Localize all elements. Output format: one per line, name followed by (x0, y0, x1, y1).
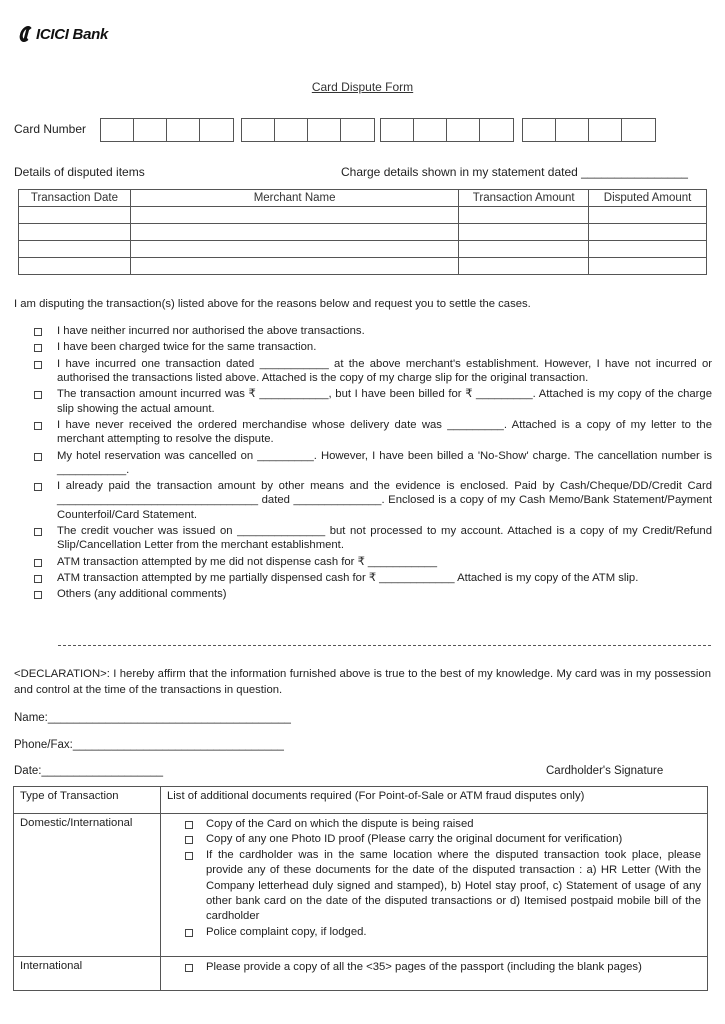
card-number-group-4[interactable] (522, 118, 656, 142)
table-cell[interactable] (589, 224, 707, 241)
document-item: If the cardholder was in the same location where the disputed transaction took place, please provide any of these documents for the date of the disputed transaction : a) HR Letter (With the Company letterhead duly signed and stamped), b) Hotel stay proof, c) Statement of usage of any other bank card on the date of the disputed transactions or d) Itemised postpaid mobile bill of the cardholder (185, 848, 701, 925)
checkbox[interactable] (34, 575, 42, 583)
checkbox[interactable] (34, 391, 42, 399)
phone-field[interactable] (14, 739, 284, 751)
checkbox[interactable] (34, 453, 42, 461)
card-number-group-1[interactable] (100, 118, 234, 142)
card-number-group-3[interactable] (380, 118, 514, 142)
signature-label: Cardholder's Signature (546, 765, 664, 777)
table-row (19, 224, 707, 241)
table-row (19, 258, 707, 275)
date-blank[interactable]: ___________________ (41, 765, 164, 777)
table-cell[interactable] (19, 241, 131, 258)
declaration-text: <DECLARATION>: I hereby affirm that the information furnished above is true to the best of my knowledge. My card was in my possession and control at the time of the transactions in question. (14, 668, 711, 696)
date-field[interactable] (14, 765, 163, 777)
table-cell[interactable] (589, 207, 707, 224)
table-cell[interactable] (130, 207, 458, 224)
documents-table (13, 786, 708, 991)
brand-name: ICICI Bank (36, 25, 109, 43)
document-item: Please provide a copy of all the <35> pages of the passport (including the blank pages) (185, 960, 701, 975)
document-item: Copy of any one Photo ID proof (Please carry the original document for verification) (185, 832, 701, 847)
card-digit-box[interactable] (381, 119, 414, 141)
card-digit-box[interactable] (242, 119, 275, 141)
reason-item: The credit voucher was issued on ______________ but not processed to my account. Attached is a copy of my Credit/Refund Slip/Cancellation Letter from the merchant establishment. (34, 524, 712, 552)
name-blank[interactable]: ______________________________________ (47, 712, 291, 724)
checkbox[interactable] (185, 821, 193, 829)
table-row (19, 241, 707, 258)
reason-item: Others (any additional comments) (34, 587, 712, 601)
additional-comments-field[interactable] (58, 645, 711, 646)
card-digit-box[interactable] (275, 119, 308, 141)
card-number-group-2[interactable] (241, 118, 375, 142)
checkbox[interactable] (34, 422, 42, 430)
card-digit-box[interactable] (101, 119, 134, 141)
disputed-items-table (18, 189, 707, 275)
checkbox[interactable] (34, 559, 42, 567)
card-digit-box[interactable] (167, 119, 200, 141)
reason-item: I have incurred one transaction dated ___________ at the above merchant's establishment. However, I have not incurred or authorised the transactions listed above. Attached is the copy of my charge slip for the original transaction. (34, 357, 712, 385)
name-field[interactable] (14, 712, 291, 724)
table-cell[interactable] (19, 224, 131, 241)
column-header: Merchant Name (130, 190, 458, 207)
checkbox[interactable] (34, 483, 42, 491)
table-cell[interactable] (459, 224, 589, 241)
table-header-row (14, 787, 708, 814)
icici-logo-icon (20, 26, 34, 43)
phone-blank[interactable]: _________________________________ (72, 739, 284, 751)
table-cell[interactable] (459, 258, 589, 275)
reason-item: I already paid the transaction amount by other means and the evidence is enclosed. Paid by Cash/Cheque/DD/Credit Card ________________________________ dated ______________. Enclosed is a copy of my Cash Memo/Bank Statement/Payment Counterfoil/Card Statement. (34, 479, 712, 522)
card-digit-box[interactable] (523, 119, 556, 141)
checkbox[interactable] (34, 344, 42, 352)
checkbox[interactable] (185, 852, 193, 860)
name-label: Name: (14, 712, 48, 724)
table-cell[interactable] (589, 258, 707, 275)
reason-item: I have neither incurred nor authorised the above transactions. (34, 324, 712, 338)
date-label: Date: (14, 765, 42, 777)
card-digit-box[interactable] (480, 119, 513, 141)
table-row (14, 957, 708, 991)
checkbox[interactable] (34, 328, 42, 336)
table-header-row (19, 190, 707, 207)
card-digit-box[interactable] (341, 119, 374, 141)
table-cell[interactable] (459, 207, 589, 224)
transaction-type: International (14, 957, 161, 991)
card-digit-box[interactable] (414, 119, 447, 141)
card-digit-box[interactable] (447, 119, 480, 141)
card-digit-box[interactable] (134, 119, 167, 141)
column-header: List of additional documents required (For Point-of-Sale or ATM fraud disputes only) (161, 787, 708, 814)
table-cell[interactable] (459, 241, 589, 258)
documents-list (167, 817, 701, 940)
reasons-list (34, 324, 712, 604)
checkbox[interactable] (34, 361, 42, 369)
table-cell[interactable] (19, 207, 131, 224)
column-header: Transaction Date (19, 190, 131, 207)
checkbox[interactable] (185, 836, 193, 844)
card-digit-box[interactable] (556, 119, 589, 141)
page-title: Card Dispute Form (311, 80, 414, 94)
card-digit-box[interactable] (200, 119, 233, 141)
statement-date-field[interactable]: Charge details shown in my statement dated ________________ (341, 165, 688, 179)
table-cell[interactable] (130, 224, 458, 241)
phone-label: Phone/Fax: (14, 739, 73, 751)
column-header: Transaction Amount (459, 190, 589, 207)
intro-text: I am disputing the transaction(s) listed above for the reasons below and request you to settle the cases. (14, 298, 531, 310)
checkbox[interactable] (34, 591, 42, 599)
reason-item: ATM transaction attempted by me partially dispensed cash for ₹ ____________ Attached is my copy of the ATM slip. (34, 571, 712, 585)
card-digit-box[interactable] (308, 119, 341, 141)
checkbox[interactable] (34, 528, 42, 536)
checkbox[interactable] (185, 929, 193, 937)
document-item: Police complaint copy, if lodged. (185, 925, 701, 940)
reason-item: My hotel reservation was cancelled on _________. However, I have been billed a 'No-Show' charge. The cancellation number is ___________. (34, 449, 712, 477)
table-row (14, 814, 708, 957)
table-cell[interactable] (130, 258, 458, 275)
table-cell[interactable] (589, 241, 707, 258)
table-cell[interactable] (130, 241, 458, 258)
card-number-label: Card Number (14, 122, 87, 136)
transaction-type: Domestic/International (14, 814, 161, 957)
checkbox[interactable] (185, 964, 193, 972)
card-digit-box[interactable] (589, 119, 622, 141)
reason-item: I have never received the ordered merchandise whose delivery date was _________. Attached is a copy of my letter to the merchant attempting to resolve the dispute. (34, 418, 712, 446)
reason-item: ATM transaction attempted by me did not dispense cash for ₹ ___________ (34, 555, 712, 569)
details-label: Details of disputed items (14, 165, 145, 179)
table-row (19, 207, 707, 224)
column-header: Disputed Amount (589, 190, 707, 207)
column-header: Type of Transaction (14, 787, 161, 814)
documents-list (167, 960, 701, 975)
table-cell[interactable] (19, 258, 131, 275)
document-item: Copy of the Card on which the dispute is being raised (185, 817, 701, 832)
bank-logo (20, 24, 108, 44)
reason-item: I have been charged twice for the same transaction. (34, 340, 712, 354)
card-digit-box[interactable] (622, 119, 655, 141)
reason-item: The transaction amount incurred was ₹ ___________, but I have been billed for ₹ _________. Attached is my copy of the charge slip showing the actual amount. (34, 387, 712, 415)
